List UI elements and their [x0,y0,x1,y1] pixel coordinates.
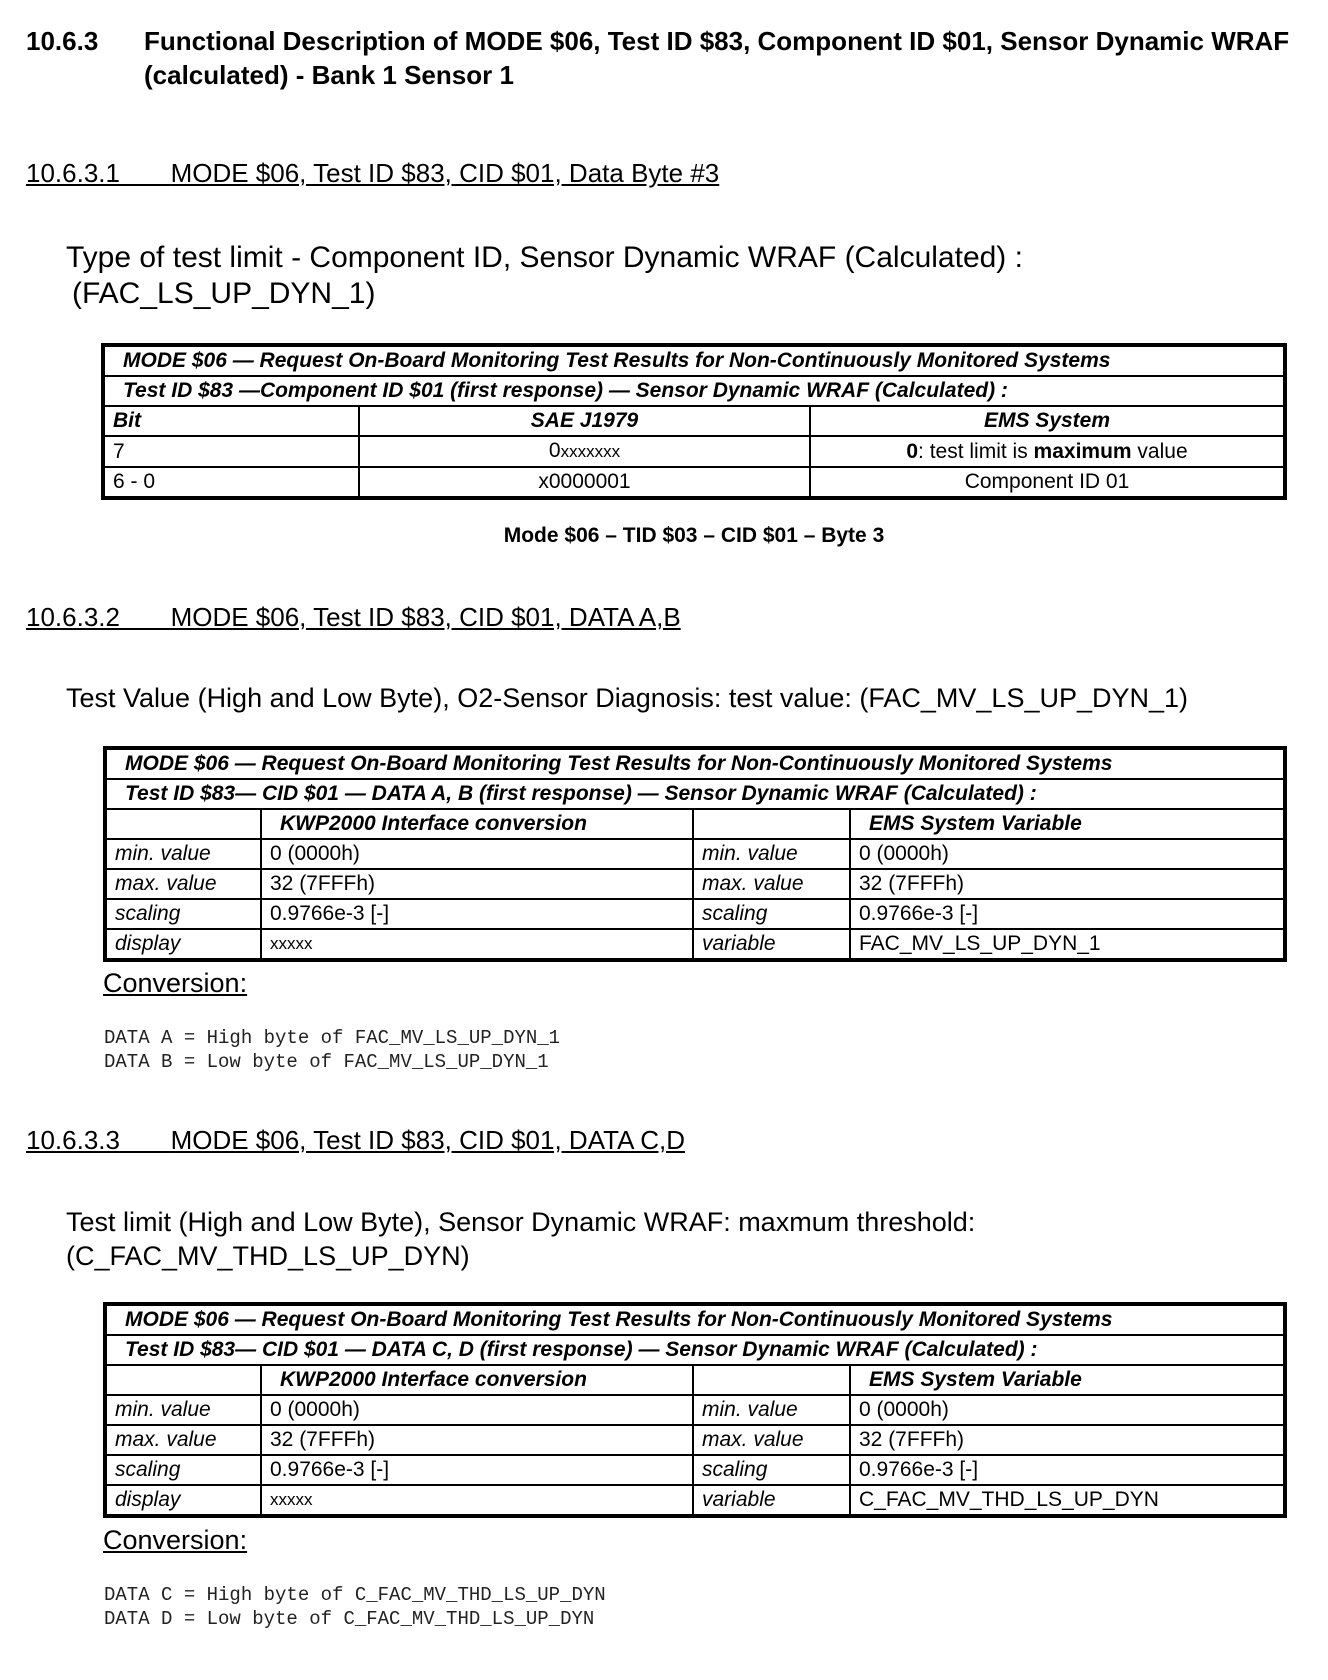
subsection-heading-3 [26,1125,685,1155]
table-row [105,869,1285,899]
bit-cell: 6 - 0 [103,467,359,498]
table-caption: Mode $06 – TID $03 – CID $01 – Byte 3 [503,524,885,547]
subsection-heading-1 [26,158,719,188]
row-label: min. value [693,839,850,869]
ems-value: 0 (0000h) [850,839,1285,869]
row-label: scaling [693,1455,850,1485]
row-label: min. value [693,1395,850,1425]
kwp-value: 0.9766e-3 [-] [261,899,693,929]
conversion-code-line: DATA C = High byte of C_FAC_MV_THD_LS_UP_DYN [104,1584,606,1606]
kwp-value: xxxxx [261,929,693,960]
ems-cell: Component ID 01 [810,467,1285,498]
table-header-test-id: Test ID $83— CID $01 — DATA A, B (first response) — Sensor Dynamic WRAF (Calculated) : [105,779,1285,809]
kwp-value: 32 (7FFFh) [261,1425,693,1455]
ems-value: FAC_MV_LS_UP_DYN_1 [850,929,1285,960]
subsection-number: 10.6.3.2 [26,602,120,632]
ems-value: 0 (0000h) [850,1395,1285,1425]
table-header-mode: MODE $06 — Request On-Board Monitoring Test Results for Non-Continuously Monitored Systems [103,345,1285,376]
ems-value: 0.9766e-3 [-] [850,1455,1285,1485]
section-title: Functional Description of MODE $06, Test ID $83, Component ID $01, Sensor Dynamic WRAF (calculated) - Bank 1 Sensor 1 [144,26,1290,90]
column-header-kwp: KWP2000 Interface conversion [261,1365,693,1395]
section-number: 10.6.3 [26,26,99,56]
sae-cell: 0xxxxxxx [359,436,810,467]
table-row [105,839,1285,869]
test-limit-variable: (FAC_LS_UP_DYN_1) [72,277,376,310]
row-label: display [105,929,261,960]
conversion-label: Conversion: [103,968,248,998]
row-label: scaling [693,899,850,929]
row-label: variable [693,1485,850,1516]
subsection-number: 10.6.3.1 [26,158,120,188]
table-row [105,1485,1285,1516]
data-ab-table [103,746,1287,962]
ems-value: 32 (7FFFh) [850,869,1285,899]
ems-value: 32 (7FFFh) [850,1425,1285,1455]
table-row [105,1425,1285,1455]
test-limit-description: Test limit (High and Low Byte), Sensor Dynamic WRAF: maxmum threshold: [66,1207,976,1237]
empty-cell [105,809,261,839]
test-limit-variable: (C_FAC_MV_THD_LS_UP_DYN) [66,1241,470,1271]
kwp-value: xxxxx [261,1485,693,1516]
subsection-title: MODE $06, Test ID $83, CID $01, Data Byte #3 [170,158,720,188]
kwp-value: 0.9766e-3 [-] [261,1455,693,1485]
table-row [105,929,1285,960]
test-limit-description: Type of test limit - Component ID, Sensor Dynamic WRAF (Calculated) : [66,241,1023,274]
row-label: max. value [693,869,850,899]
row-label: min. value [105,839,261,869]
ems-value: 0.9766e-3 [-] [850,899,1285,929]
row-label: max. value [105,1425,261,1455]
kwp-value: 32 (7FFFh) [261,869,693,899]
conversion-code-line: DATA A = High byte of FAC_MV_LS_UP_DYN_1 [104,1027,561,1049]
column-header-kwp: KWP2000 Interface conversion [261,809,693,839]
empty-cell [693,1365,850,1395]
table-row [105,1455,1285,1485]
table-header-test-id: Test ID $83— CID $01 — DATA C, D (first response) — Sensor Dynamic WRAF (Calculated) : [105,1335,1285,1365]
row-label: display [105,1485,261,1516]
table-header-mode: MODE $06 — Request On-Board Monitoring Test Results for Non-Continuously Monitored Systems [105,748,1285,779]
sae-cell: x0000001 [359,467,810,498]
table-header-mode: MODE $06 — Request On-Board Monitoring Test Results for Non-Continuously Monitored Systems [105,1304,1285,1335]
bit-cell: 7 [103,436,359,467]
kwp-value: 0 (0000h) [261,1395,693,1425]
column-header-ems: EMS System Variable [850,809,1285,839]
conversion-label: Conversion: [103,1525,248,1555]
ems-cell: 0: test limit is maximum value [810,436,1285,467]
table-row [103,467,1285,498]
byte3-table [101,343,1287,500]
table-row [105,1395,1285,1425]
ems-value: C_FAC_MV_THD_LS_UP_DYN [850,1485,1285,1516]
subsection-number: 10.6.3.3 [26,1125,120,1155]
empty-cell [105,1365,261,1395]
subsection-title: MODE $06, Test ID $83, CID $01, DATA A,B [170,602,681,632]
subsection-title: MODE $06, Test ID $83, CID $01, DATA C,D [170,1125,685,1155]
column-header-sae: SAE J1979 [359,406,810,436]
conversion-code-line: DATA B = Low byte of FAC_MV_LS_UP_DYN_1 [104,1051,549,1073]
empty-cell [693,809,850,839]
row-label: max. value [693,1425,850,1455]
subsection-heading-2 [26,602,681,632]
table-row [105,899,1285,929]
row-label: variable [693,929,850,960]
row-label: scaling [105,1455,261,1485]
row-label: max. value [105,869,261,899]
column-header-ems: EMS System Variable [850,1365,1285,1395]
conversion-code-line: DATA D = Low byte of C_FAC_MV_THD_LS_UP_DYN [104,1608,595,1630]
kwp-value: 0 (0000h) [261,839,693,869]
row-label: min. value [105,1395,261,1425]
row-label: scaling [105,899,261,929]
column-header-ems: EMS System [810,406,1285,436]
column-header-bit: Bit [103,406,359,436]
table-header-test-id: Test ID $83 —Component ID $01 (first response) — Sensor Dynamic WRAF (Calculated) : [103,376,1285,406]
test-value-description: Test Value (High and Low Byte), O2-Sensor Diagnosis: test value: (FAC_MV_LS_UP_DYN_1) [66,683,1189,713]
table-row [103,436,1285,467]
data-cd-table [103,1302,1287,1518]
